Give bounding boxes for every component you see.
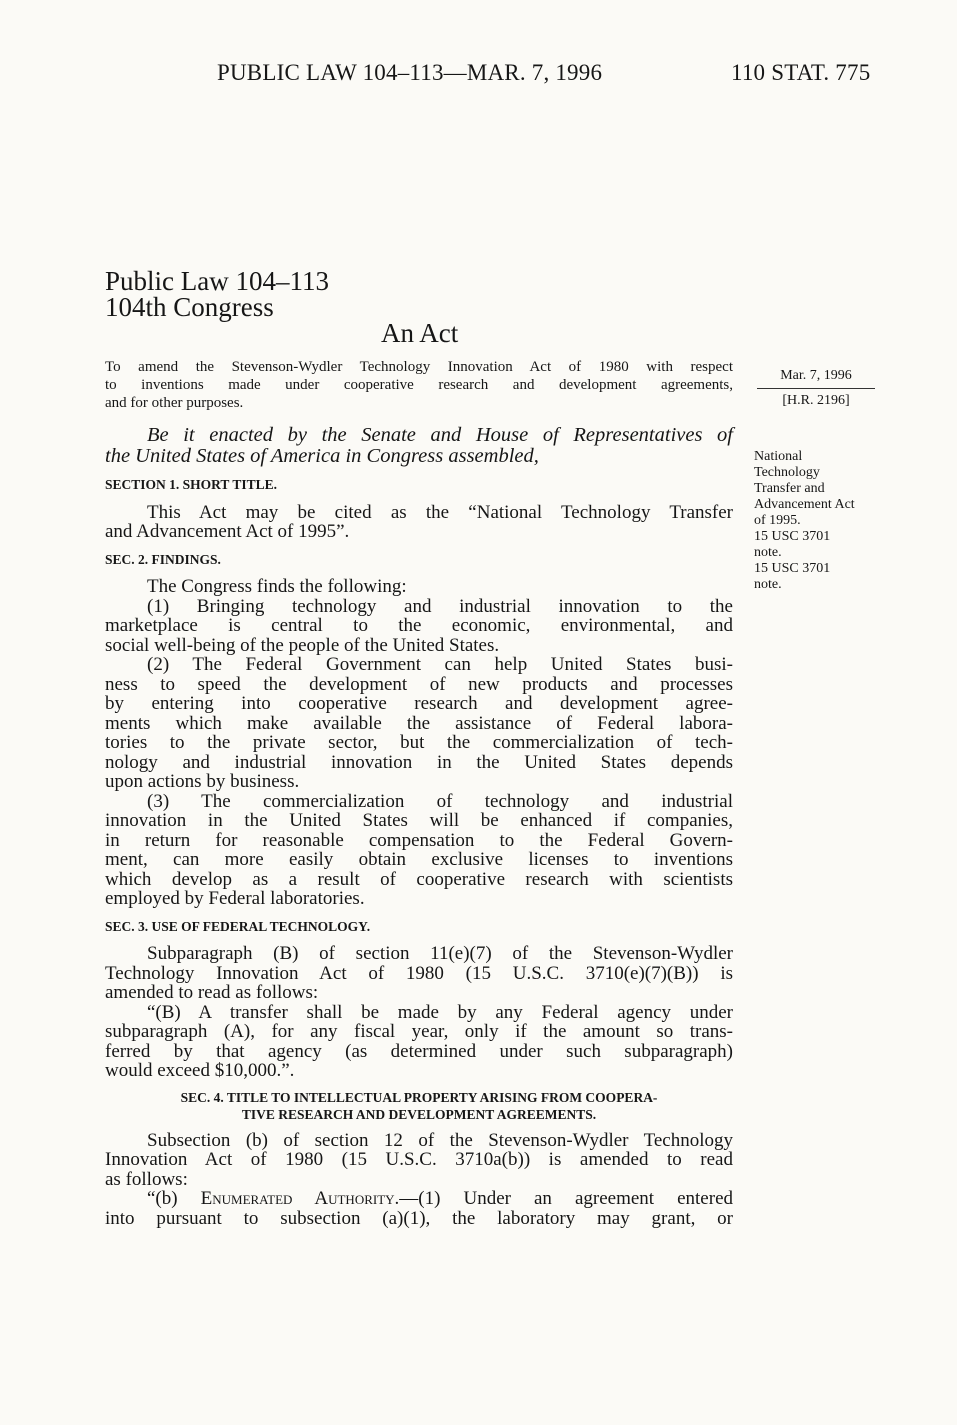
text-line: which develop as a result of cooperative research with scientists [105, 868, 733, 890]
long-title [105, 358, 733, 412]
text-line: (1) Bringing technology and industrial innovation to the [147, 595, 733, 617]
section-1-heading: SECTION 1. SHORT TITLE. [105, 477, 277, 492]
text-line: and Advancement Act of 1995”. [105, 521, 350, 542]
margin-note: 15 USC 3701 [754, 561, 831, 576]
margin-notes [754, 449, 884, 593]
margin-note: note. [754, 545, 782, 560]
text-line: nology and industrial innovation in the United States depends [105, 751, 733, 773]
section-3-quote [105, 1003, 733, 1081]
finding-2 [105, 655, 733, 792]
text-line: ferred by that agency (as determined under such subparagraph) [105, 1040, 733, 1062]
text-line: (3) The commercialization of technology and industrial [147, 790, 733, 812]
text-line: tories to the private sector, but the commercialization of tech- [105, 732, 733, 753]
long-title-line: To amend the Stevenson-Wydler Technology Innovation Act of 1980 with respect [105, 359, 733, 375]
section-3-text [105, 944, 733, 1003]
section-4-text [105, 1131, 733, 1190]
congress-label: 104th Congress [105, 292, 274, 322]
act-heading: An Act [381, 318, 459, 348]
text-line: Subparagraph (B) of section 11(e)(7) of the Stevenson-Wydler [147, 943, 733, 964]
enacting-line: the United States of America in Congress assembled, [105, 445, 539, 467]
text-line: Innovation Act of 1980 (15 U.S.C. 3710a(b)) is amended to read [105, 1149, 733, 1170]
section-4-heading-line: TIVE RESEARCH AND DEVELOPMENT AGREEMENTS. [241, 1106, 597, 1122]
section-1-text [105, 503, 733, 542]
running-header-left: PUBLIC LAW 104–113—MAR. 7, 1996 [217, 60, 603, 85]
text-line: would exceed $10,000.”. [105, 1060, 295, 1081]
long-title-line: and for other purposes. [105, 395, 244, 411]
text-line: marketplace is central to the economic, environmental, and [105, 615, 733, 636]
margin-note: National [754, 449, 803, 464]
section-2-intro: The Congress finds the following: [147, 576, 407, 597]
margin-note: Advancement Act [754, 497, 855, 512]
quote-rest: .—(1) Under an agreement entered [394, 1188, 734, 1209]
text-line: ment, can more easily obtain exclusive licenses to inventions [105, 849, 733, 870]
text-line: in return for reasonable compensation to the Federal Govern- [105, 829, 733, 851]
text-line: This Act may be cited as the “National Technology Transfer [147, 501, 733, 523]
text-line: social well-being of the people of the United States. [105, 634, 500, 656]
enumerated-authority-label: Enumerated Authority [200, 1188, 395, 1209]
margin-note: 15 USC 3701 [754, 529, 831, 544]
quote-open: “(b) [147, 1188, 201, 1209]
public-law-number: Public Law 104–113 [105, 266, 329, 296]
text-line: “(B) A transfer shall be made by any Federal agency under [147, 1001, 733, 1023]
text-line: as follows: [105, 1168, 188, 1190]
text-line: Subsection (b) of section 12 of the Stevenson-Wydler Technology [147, 1129, 733, 1151]
text-line: upon actions by business. [105, 771, 300, 792]
text-line: ness to speed the development of new products and processes [105, 673, 733, 695]
margin-note: of 1995. [754, 513, 801, 528]
margin-note: Technology [754, 465, 820, 480]
text-line: Technology Innovation Act of 1980 (15 U.S.C. 3710(e)(7)(B)) is [105, 962, 733, 984]
finding-1 [105, 597, 733, 656]
text-line: employed by Federal laboratories. [105, 888, 365, 909]
enactment-date: Mar. 7, 1996 [757, 368, 875, 389]
margin-note: note. [754, 577, 782, 592]
enactment-date-note [757, 368, 875, 409]
bill-number: [H.R. 2196] [782, 393, 850, 408]
enacting-line: Be it enacted by the Senate and House of Representatives of [147, 424, 733, 446]
section-4-quote [105, 1189, 733, 1228]
finding-3 [105, 792, 733, 909]
text-line: innovation in the United States will be enhanced if companies, [105, 810, 733, 831]
enacting-clause [105, 425, 733, 467]
text-line: subparagraph (A), for any fiscal year, only if the amount so trans- [105, 1021, 733, 1042]
long-title-line: to inventions made under cooperative research and development agreements, [105, 377, 733, 393]
section-4-heading-line: SEC. 4. TITLE TO INTELLECTUAL PROPERTY ARISING FROM COOPERA- [180, 1089, 658, 1105]
margin-note: Transfer and [754, 481, 825, 496]
section-2-heading: SEC. 2. FINDINGS. [105, 551, 221, 567]
section-4-heading [105, 1089, 733, 1123]
text-line: ments which make available the assistance of Federal labora- [105, 712, 733, 734]
body-text [105, 425, 733, 1228]
section-3-heading: SEC. 3. USE OF FEDERAL TECHNOLOGY. [105, 918, 371, 934]
text-line: into pursuant to subsection (a)(1), the laboratory may grant, or [105, 1207, 733, 1229]
text-line: (2) The Federal Government can help United States busi- [147, 654, 733, 675]
text-line: amended to read as follows: [105, 982, 319, 1003]
running-header-page: 110 STAT. 775 [731, 60, 871, 85]
text-line: by entering into cooperative research and development agree- [105, 693, 733, 714]
text-line [105, 1189, 733, 1209]
